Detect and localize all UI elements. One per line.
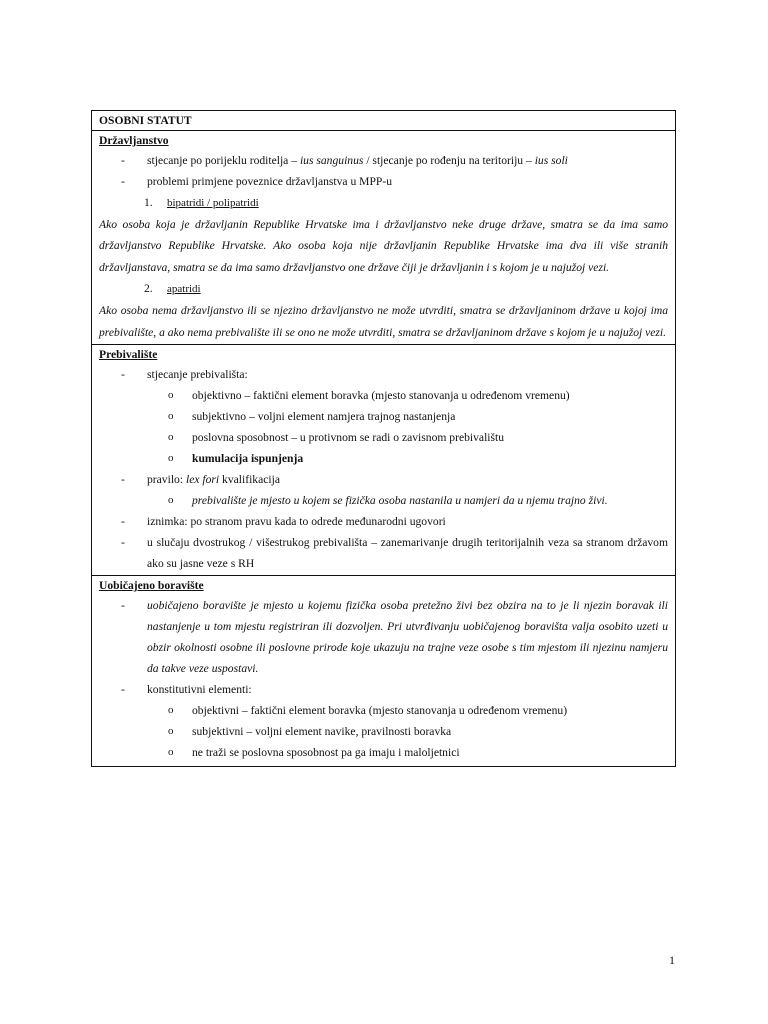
list-item: - iznimka: po stranom pravu kada to odrede međunarodni ugovori [99,511,668,532]
circle-marker: o [168,452,174,465]
sub-list-item: o ne traži se poslovna sposobnost pa ga imaju i maloljetnici [99,742,668,763]
numbered-item: 1. bipatridi / polipatridi [99,192,668,214]
section-heading: Prebivalište [99,348,158,362]
circle-marker: o [168,704,174,717]
list-item: - stjecanje po porijeklu roditelja – ius sanguinus / stjecanje po rođenju na teritoriju – ius soli [99,150,668,171]
section-habitual-residence [92,575,675,766]
list-item: - konstitutivni elementi: [99,679,668,700]
section-heading: Državljanstvo [99,134,169,147]
document-title: OSOBNI STATUT [99,114,192,127]
circle-marker: o [168,746,174,759]
circle-marker: o [168,410,174,423]
section-citizenship [92,130,675,344]
list-item: - uobičajeno boravište je mjesto u kojemu fizička osoba pretežno živi bez obzira na to je li njezin boravak ili nastanjenje u tom mjestu registriran ili dozvoljen. Pri utvrđivanju uobičajenog boravišta valja osobito uzeti u obzir okolnosti osobne ili poslovne prirode koje ukazuju na trajne veze osobe s tim mjestom ili njezinu namjeru da takve veze uspostavi. [99,595,668,679]
number-marker: 2. [144,282,153,296]
title-row [92,111,675,130]
numbered-item: 2. apatridi [99,278,668,300]
sub-list-item: o kumulacija ispunjenja [99,448,668,469]
list-item: - problemi primjene poveznice državljanstva u MPP-u [99,171,668,192]
list-item: - u slučaju dvostrukog / višestrukog prebivališta – zanemarivanje drugih teritorijalnih veza sa stranom državom ako su jasne veze s RH [99,532,668,574]
dash-marker: - [121,154,125,167]
dash-marker: - [121,683,125,697]
dash-marker: - [121,368,125,382]
circle-marker: o [168,389,174,402]
dash-marker: - [121,599,125,613]
list-item: - pravilo: lex fori kvalifikacija [99,469,668,490]
sub-list-item: o objektivno – faktični element boravka (mjesto stanovanja u određenom vremenu) [99,385,668,406]
sub-list-item: o subjektivno – voljni element namjera trajnog nastanjenja [99,406,668,427]
circle-marker: o [168,494,174,507]
dash-marker: - [121,515,125,529]
paragraph: Ako osoba koja je državljanin Republike Hrvatske ima i državljanstvo neke druge države, smatra se da ima samo državljanstvo Republike Hrvatske. Ako osoba koja nije državljanin Republike Hrvatske ima dva ili više stranih državljanstava, smatra se da ima samo državljanstvo one države čiji je državljanin i s kojom je u najužoj vezi. [99,218,668,274]
paragraph: Ako osoba nema državljanstvo ili se njezino državljanstvo ne može utvrditi, smatra se državljaninom države u kojoj ima prebivalište, a ako nema prebivalište ili se ono ne može utvrditi, smatra se državljaninom države s kojom je u najužoj vezi. [99,304,668,339]
section-domicile [92,344,675,575]
page-number: 1 [669,953,675,967]
sub-list-item: o poslovna sposobnost – u protivnom se radi o zavisnom prebivalištu [99,427,668,448]
sub-list-item: o objektivni – faktični element boravka (mjesto stanovanja u određenom vremenu) [99,700,668,721]
section-heading: Uobičajeno boravište [99,579,204,593]
circle-marker: o [168,725,174,738]
list-item: - stjecanje prebivališta: [99,364,668,385]
content-table [91,110,676,767]
dash-marker: - [121,536,125,550]
circle-marker: o [168,431,174,444]
number-marker: 1. [144,196,153,209]
sub-list-item: o prebivalište je mjesto u kojem se fizička osoba nastanila u namjeri da u njemu trajno živi. [99,490,668,511]
sub-list-item: o subjektivni – voljni element navike, pravilnosti boravka [99,721,668,742]
dash-marker: - [121,175,125,188]
dash-marker: - [121,473,125,487]
